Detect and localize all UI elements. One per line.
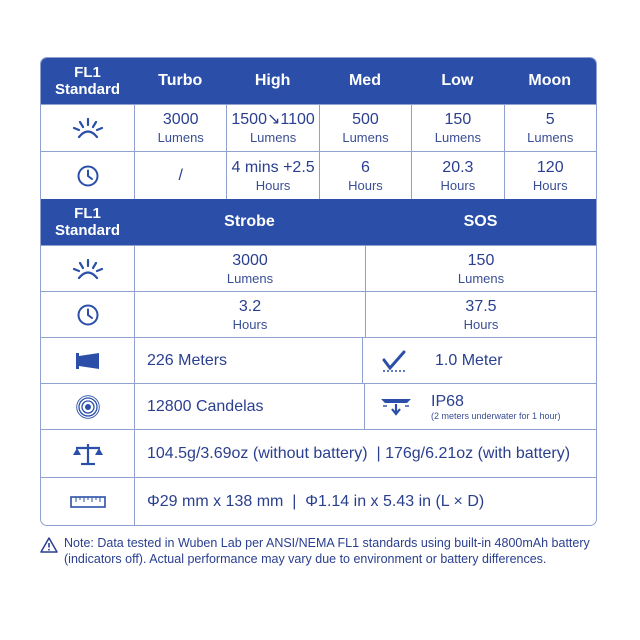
waterproof-cell [364, 384, 596, 429]
runtime-cell [319, 152, 411, 199]
runtime-cell [504, 152, 596, 199]
intensity-icon [41, 384, 134, 429]
runtime-cell [134, 152, 226, 199]
runtime-cell [411, 152, 503, 199]
waterproof-icon [379, 396, 413, 418]
runtime-cell [134, 292, 365, 337]
weight-value: 104.5g/3.69oz (without battery) | 176g/6.21oz (with battery) [147, 445, 571, 462]
dimensions-value: Φ29 mm x 138 mm | Φ1.14 in x 5.43 in (L × D) [147, 493, 485, 510]
lumens-value: 3000 [232, 251, 268, 269]
intensity-waterproof-row [41, 383, 596, 429]
impact-cell [362, 338, 596, 383]
standard-label-line1: FL1 [74, 64, 101, 81]
standard-label [41, 199, 134, 245]
clock-icon [41, 292, 134, 337]
mode-high: High [254, 72, 291, 89]
lumens-row [41, 104, 596, 151]
runtime-cell [365, 292, 596, 337]
runtime-value: 3.2 [238, 297, 262, 315]
mode-strobe: Strobe [224, 213, 275, 230]
lumens-unit: Lumens [342, 130, 389, 145]
lumens-value: 150 [444, 111, 472, 128]
spec-table [40, 57, 597, 526]
lumens-unit: Lumens [249, 130, 297, 145]
lumens-cell [134, 246, 365, 291]
runtime-value: 4 mins +2.5 [231, 158, 315, 176]
standard-label-line1: FL1 [74, 205, 101, 222]
intensity-cell [134, 384, 364, 429]
runtime-unit: Hours [255, 177, 291, 193]
lumens-cell [365, 246, 596, 291]
lumens-unit: Lumens [226, 270, 274, 286]
brightness-icon [41, 105, 134, 151]
beam-distance-cell [134, 338, 362, 383]
runtime-value: 120 [536, 158, 564, 176]
runtime-cell [226, 152, 318, 199]
scale-icon [41, 430, 134, 477]
special-runtime-row [41, 291, 596, 337]
mode-med: Med [348, 72, 381, 89]
lumens-unit: Lumens [457, 270, 505, 286]
impact-resistance-value: 1.0 Meter [435, 352, 503, 369]
beam-distance-icon [41, 338, 134, 383]
lumens-cell [504, 105, 596, 151]
ruler-icon [41, 478, 134, 525]
weight-row [41, 429, 596, 477]
lumens-value: 150 [467, 251, 495, 269]
runtime-value: 37.5 [465, 297, 497, 315]
lumens-cell [411, 105, 503, 151]
lumens-unit: Lumens [157, 130, 204, 145]
runtime-value: / [178, 167, 183, 184]
lumens-unit: Lumens [434, 130, 481, 145]
lumens-value: 3000 [162, 111, 199, 128]
runtime-row [41, 151, 596, 199]
runtime-unit: Hours [232, 316, 268, 332]
brightness-icon [41, 246, 134, 291]
beam-distance-value: 226 Meters [147, 352, 228, 369]
runtime-unit: Hours [348, 177, 383, 193]
waterproof-rating: IP68 [431, 393, 464, 410]
clock-icon [41, 152, 134, 199]
distance-impact-row [41, 337, 596, 383]
runtime-unit: Hours [440, 177, 476, 193]
lumens-value: 1500↘1100 [231, 111, 315, 128]
weight-cell [134, 430, 596, 477]
standard-label-line2: Standard [54, 222, 120, 239]
mode-moon: Moon [528, 72, 572, 89]
impact-check-icon [381, 350, 407, 372]
runtime-value: 6 [361, 158, 370, 176]
warning-icon [40, 537, 58, 553]
mode-turbo: Turbo [158, 72, 203, 89]
runtime-value: 20.3 [442, 158, 474, 176]
lumens-value: 500 [352, 111, 379, 128]
lumens-cell [319, 105, 411, 151]
lumens-unit: Lumens [527, 130, 574, 145]
standard-label-line2: Standard [54, 81, 120, 98]
mode-low: Low [441, 72, 474, 89]
intensity-value: 12800 Candelas [147, 398, 264, 415]
special-lumens-row [41, 245, 596, 291]
waterproof-note: (2 meters underwater for 1 hour) [431, 411, 561, 421]
waterproof-text [431, 392, 561, 421]
special-mode-header-row [41, 199, 596, 245]
lumens-cell [134, 105, 226, 151]
dimensions-cell [134, 478, 596, 525]
mode-sos: SOS [463, 213, 498, 230]
mode-header-row [41, 58, 596, 104]
runtime-unit: Hours [463, 316, 499, 332]
dimensions-row [41, 477, 596, 525]
footnote [40, 535, 600, 567]
lumens-cell [226, 105, 318, 151]
runtime-unit: Hours [532, 177, 568, 193]
standard-label [41, 58, 134, 104]
lumens-value: 5 [545, 111, 555, 128]
footnote-text: Note: Data tested in Wuben Lab per ANSI/NEMA FL1 standards using built-in 4800mAh battery (indicators off). Actual performance may vary due to environment or battery differences. [64, 536, 590, 566]
